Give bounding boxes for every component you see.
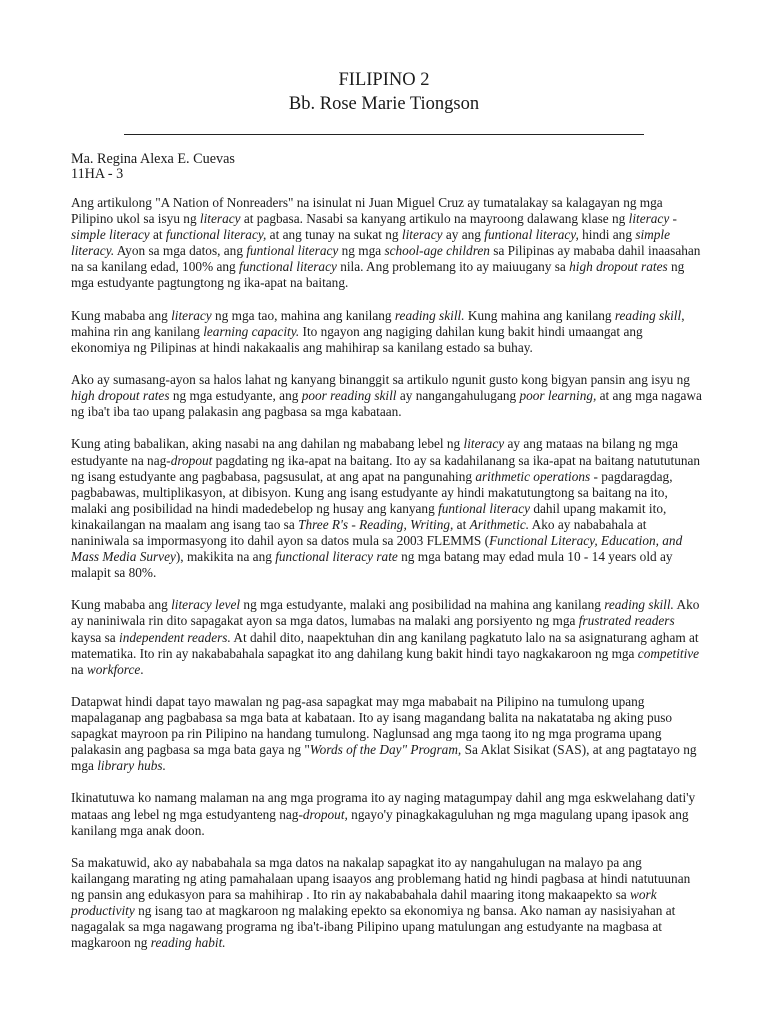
italic-term: workforce <box>86 661 141 677</box>
paragraph-text: ng mga estudyante pagtungtong ng ika-apat na baitang. <box>71 259 685 291</box>
italic-term: high dropout rates <box>71 388 170 404</box>
paragraph-text: ng mga batang may edad mula 10 - 14 years old ay malapit sa 80%. <box>71 549 673 581</box>
essay-paragraph <box>71 436 703 581</box>
italic-term: reading skill. <box>604 597 674 613</box>
italic-term: learning capacity. <box>203 323 300 339</box>
italic-term: literacy <box>199 211 241 227</box>
italic-term: literacy <box>171 307 212 323</box>
paragraph-text: ), makikita na ang <box>175 549 276 565</box>
student-section: 11HA - 3 <box>71 165 124 182</box>
italic-term: functional literacy <box>239 259 337 275</box>
teacher-name: Bb. Rose Marie Tiongson <box>288 94 480 114</box>
paragraph-text: Ayon sa mga datos, ang <box>114 243 247 259</box>
paragraph-text: ay ang <box>442 227 485 243</box>
paragraph-text: Kung ating babalikan, aking nasabi na ang dahilan ng mababang lebel ng <box>71 436 464 452</box>
paragraph-text: ay ang mataas na bilang ng mga estudyante na nag- <box>71 436 679 468</box>
paragraph-text: , mahina rin ang kanilang <box>71 307 685 339</box>
italic-term: Three R's - Reading, Writing, <box>298 516 454 532</box>
paragraph-text: Ako ay nababahala at naniniwala sa impormasyong ito dahil ayon sa datos mula sa 2003 FLEMMS ( <box>71 516 647 548</box>
italic-term: school-age children <box>384 243 490 259</box>
italic-term: frustrated readers <box>578 613 675 629</box>
paragraph-text: Ako ay naniniwala rin dito sapagakat ayon sa mga datos, lumabas na malaki ang porsiyento ng mga <box>71 597 700 629</box>
essay-paragraph <box>71 694 703 774</box>
italic-term: independent readers. <box>119 629 231 645</box>
paragraph-text: . <box>140 661 144 677</box>
student-name: Ma. Regina Alexa E. Cuevas <box>71 151 235 167</box>
paragraph-text: Kung mahina ang kanilang <box>464 307 615 323</box>
paragraph-text: Ikinatutuwa ko namang malaman na ang mga programa ito ay naging matagumpay dahil ang mga eskwelahang dati'y mataas ang lebel ng mga estudyanteng nag- <box>71 790 696 822</box>
paragraph-text: ng mga <box>338 243 385 259</box>
paragraph-text: ng mga estudyante, malaki ang posibilidad na mahina ang kanilang <box>240 597 605 613</box>
paragraph-text: sa Pilipinas ay mababa dahil inaasahan na sa kanilang edad, 100% ang <box>71 243 701 275</box>
paragraph-text: Ito ngayon ang nagiging dahilan kung bakit hindi umaangat ang ekonomiya ng Pilipinas at hindi nakakaalis ang mahihirap sa kanilang estado sa buhay. <box>71 323 643 355</box>
document-header <box>0 68 768 116</box>
paragraph-text: Sa makatuwid, ako ay nababahala sa mga datos na nakalap sapagkat ito ay nangahulugan na malayo pa ang kailangang marating ng ating pamahalaan upang isaayos ang problemang hatid ng hindi pagbasa at hindi natutuunan ng pansin ang edukasyon para sa mahihirap . Ito rin ay nakababahala dahil maaring itong makaapekto sa <box>71 854 691 903</box>
italic-term: literacy <box>463 436 505 452</box>
essay-paragraph <box>71 195 703 292</box>
italic-term: Functional Literacy, Education, and Mass Media Survey <box>71 532 683 565</box>
italic-term: reading habit. <box>150 935 226 951</box>
essay-paragraph <box>71 790 703 838</box>
italic-term: dropout, <box>302 806 348 822</box>
essay-paragraph <box>71 308 703 356</box>
essay-body <box>71 195 703 968</box>
italic-term: funtional literacy <box>246 243 339 259</box>
paragraph-text: at ang mga nagawa ng iba't iba tao upang palakasin ang pagbasa sa mga kabataan. <box>71 388 702 420</box>
paragraph-text: at <box>149 227 166 243</box>
paragraph-text: pagdating ng ika-apat na baitang. Ito ay sa kadahilanang sa ika-apat na baitang natututunan ng isang estudyante ang pagbabasa, pagsusulat, at ang apat na pangunahing <box>71 452 701 484</box>
italic-term: high dropout rates <box>569 259 668 275</box>
italic-term: Words of the Day" Program, <box>309 742 462 758</box>
paragraph-text: na <box>71 661 87 677</box>
italic-term: Arithmetic. <box>469 516 530 532</box>
italic-term: funtional literacy, <box>484 227 579 243</box>
paragraph-text: ngayo'y pinagkakaguluhan ng mga magulang upang ipasok ang kanilang mga anak doon. <box>71 806 689 838</box>
italic-term: funtional literacy <box>438 500 531 516</box>
paragraph-text: ng mga tao, mahina ang kanilang <box>211 307 395 323</box>
italic-term: work productivity <box>71 887 657 919</box>
italic-term: poor reading skill <box>301 388 397 404</box>
italic-term: arithmetic operations <box>475 468 591 484</box>
italic-term: dropout <box>170 452 213 468</box>
paragraph-text: ng mga estudyante, ang <box>169 388 302 404</box>
paragraph-text: At dahil dito, naapektuhan din ang kanilang pagkatuto lalo na sa asignaturang agham at matematika. Ito rin ay nakababahala sapagkat ito ang dahilang kung bakit hindi tayo nagkakaroon ng mga <box>71 629 699 661</box>
italic-term: literacy <box>401 227 443 243</box>
paragraph-text: hindi ang <box>578 227 636 243</box>
paragraph-text: Datapwat hindi dapat tayo mawalan ng pag-asa sapagkat may mga mababait na Pilipino na tumulong upang mapalaganap ang pagbabasa sa mga bata at kabataan. Ito ay isang magandang balita na nakatataba ng aking puso sapagkat mayroon pa rin Pilipino na handang tumulong. Naglunsad ang mga taong ito ng mga programa upang palakasin ang pagbasa sa mga bata gaya ng " <box>71 693 673 758</box>
paragraph-text: nila. Ang problemang ito ay maiuugany sa <box>336 259 570 275</box>
paragraph-text: at <box>453 516 470 532</box>
author-block <box>71 152 235 181</box>
italic-term: functional literacy, <box>165 227 267 243</box>
paragraph-text: Ako ay sumasang-ayon sa halos lahat ng kanyang binanggit sa artikulo ngunit gusto kong bigyan pansin ang isyu ng <box>71 372 690 388</box>
header-divider <box>124 134 644 135</box>
paragraph-text: Kung mababa ang <box>71 597 172 613</box>
paragraph-text: Sa Aklat Sisikat (SAS), at ang pagtatayo ng mga <box>71 742 697 774</box>
paragraph-text: dahil upang makamit ito, kinakailangan na maalam ang isang tao sa <box>71 500 667 532</box>
paragraph-text: - pagdaragdag, pagbabawas, multiplikasyon, at dibisyon. Kung ang isang estudyante ay hindi makatutungtong sa baitang na ito, malaki ang posibilidad na hindi madedebelop ng husay ang kanyang <box>71 468 673 516</box>
italic-term: reading skill. <box>394 307 465 323</box>
paragraph-text: ng isang tao at magkaroon ng malaking epekto sa ekonomiya ng bansa. Ako naman ay nasisiyahan at nagagalak sa mga nagawang programa ng iba't-ibang Pilipino upang matulungan ang estudyante na magbasa at magkaroon ng <box>71 903 676 951</box>
essay-paragraph <box>71 855 703 952</box>
course-title: FILIPINO 2 <box>338 70 430 90</box>
italic-term: simple literacy. <box>71 227 671 259</box>
essay-paragraph <box>71 597 703 677</box>
italic-term: literacy level <box>171 597 241 613</box>
paragraph-text: at pagbasa. Nasabi sa kanyang artikulo na mayroong dalawang klase ng <box>240 211 629 227</box>
paragraph-text: kaysa sa <box>71 629 119 645</box>
italic-term: library hubs. <box>97 758 166 774</box>
paragraph-text: Kung mababa ang <box>71 307 172 323</box>
italic-term: literacy - simple literacy <box>71 211 677 243</box>
paragraph-text: at ang tunay na sukat ng <box>266 227 402 243</box>
italic-term: poor learning, <box>519 388 597 404</box>
paragraph-text: ay nangangahulugang <box>396 388 520 404</box>
paragraph-text: Ang artikulong "A Nation of Nonreaders" na isinulat ni Juan Miguel Cruz ay tumatalakay sa kalagayan ng mga Pilipino ukol sa isyu ng <box>71 195 663 227</box>
essay-paragraph <box>71 372 703 420</box>
italic-term: functional literacy rate <box>275 549 398 565</box>
italic-term: reading skill <box>614 307 682 323</box>
italic-term: competitive <box>637 645 700 661</box>
